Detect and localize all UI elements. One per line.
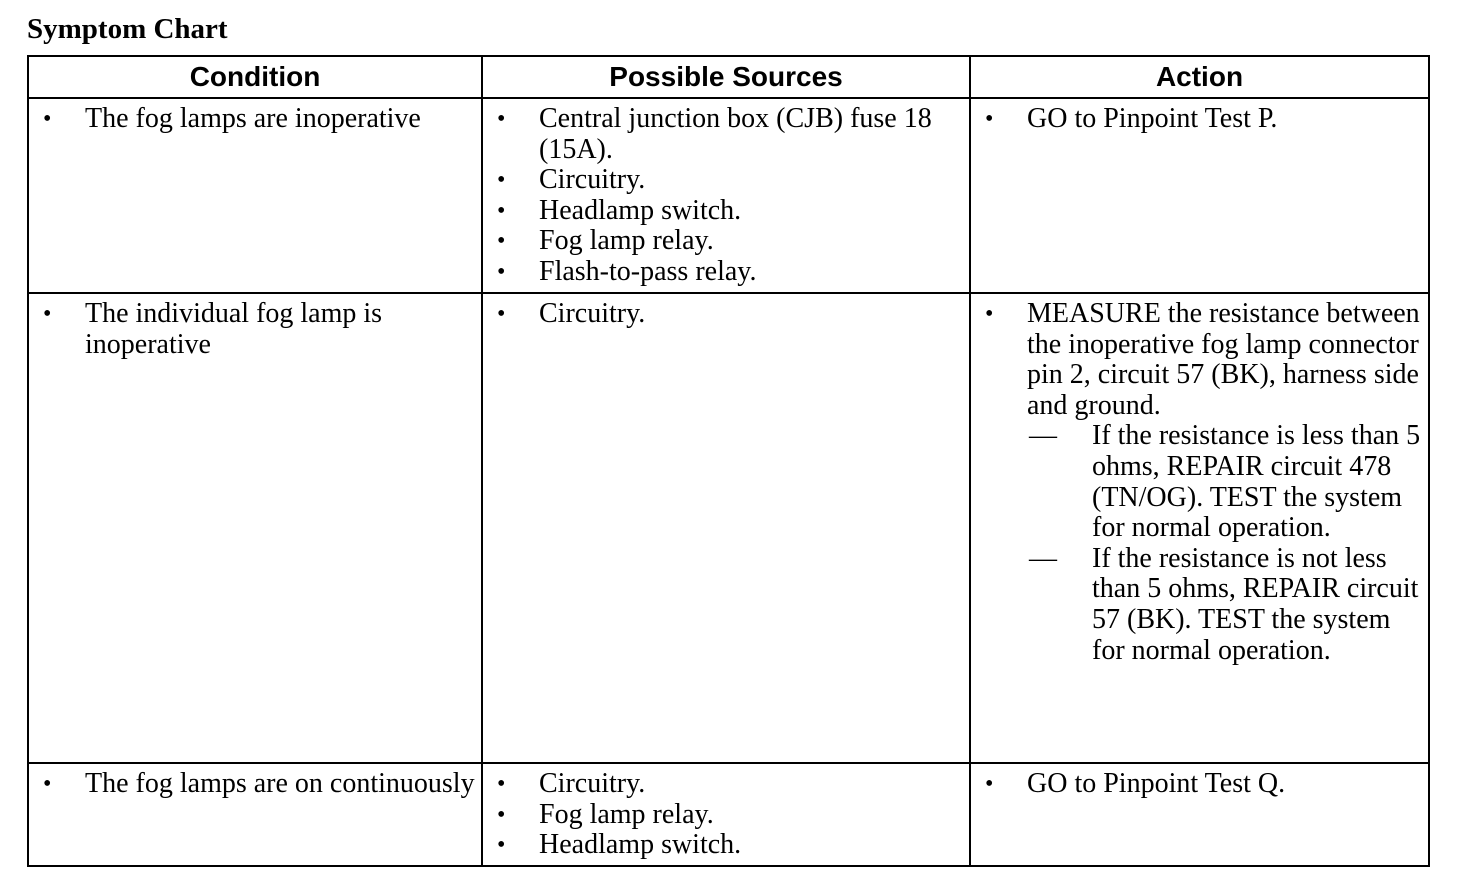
dash-icon: — xyxy=(1029,542,1057,574)
action-cell xyxy=(970,98,1429,293)
symptom-chart-table xyxy=(27,55,1430,867)
condition-cell xyxy=(28,763,482,866)
sub-action-text: If the resistance is less than 5 ohms, REPAIR circuit 478 (TN/OG). TEST the system for normal operation. xyxy=(1092,420,1421,544)
bullet-icon: • xyxy=(43,106,52,132)
bullet-icon: • xyxy=(985,301,994,327)
header-condition: Condition xyxy=(28,56,482,98)
action-text: GO to Pinpoint Test Q. xyxy=(1027,768,1286,799)
bullet-icon: • xyxy=(497,301,506,327)
bullet-icon: • xyxy=(43,771,52,797)
list-item xyxy=(483,226,969,257)
action-cell xyxy=(970,293,1429,763)
source-text: Central junction box (CJB) fuse 18 (15A). xyxy=(539,103,932,165)
source-text: Circuitry. xyxy=(539,164,646,196)
list-item xyxy=(483,104,969,165)
bullet-icon: • xyxy=(43,301,52,327)
dash-icon: — xyxy=(1029,420,1057,452)
sources-cell xyxy=(482,293,970,763)
table-row xyxy=(28,293,1429,763)
header-possible-sources: Possible Sources xyxy=(482,56,970,98)
bullet-icon: • xyxy=(497,771,506,797)
table-header-row xyxy=(28,56,1429,98)
bullet-icon: • xyxy=(497,801,506,828)
condition-text: The individual fog lamp is inoperative xyxy=(85,298,383,360)
table-row xyxy=(28,763,1429,866)
list-item xyxy=(483,165,969,196)
list-item xyxy=(483,196,969,227)
bullet-icon: • xyxy=(985,771,994,797)
list-item xyxy=(483,830,969,861)
condition-cell xyxy=(28,98,482,293)
bullet-icon: • xyxy=(497,106,506,132)
bullet-icon: • xyxy=(497,832,506,859)
sources-cell xyxy=(482,763,970,866)
action-text: MEASURE the resistance between the inoperative fog lamp connector pin 2, circuit 57 (BK), harness side and ground. xyxy=(1027,298,1420,421)
source-text: Fog lamp relay. xyxy=(539,798,714,830)
list-item xyxy=(483,299,969,330)
list-item xyxy=(29,299,481,360)
condition-text: The fog lamps are on continuously xyxy=(85,768,475,799)
list-item xyxy=(971,299,1428,421)
list-item xyxy=(483,769,969,800)
source-text: Headlamp switch. xyxy=(539,194,742,226)
source-text: Circuitry. xyxy=(539,298,646,329)
list-item xyxy=(29,769,481,800)
header-action: Action xyxy=(970,56,1429,98)
bullet-icon: • xyxy=(497,197,506,224)
list-item xyxy=(483,800,969,831)
list-item xyxy=(483,257,969,288)
bullet-icon: • xyxy=(497,228,506,255)
page-title: Symptom Chart xyxy=(27,13,228,45)
bullet-icon: • xyxy=(985,106,994,132)
sub-action-text: If the resistance is not less than 5 ohms, REPAIR circuit 57 (BK). TEST the system for normal operation. xyxy=(1092,542,1419,666)
sub-list-item xyxy=(971,544,1428,666)
list-item xyxy=(971,769,1428,800)
list-item xyxy=(971,104,1428,135)
sources-cell xyxy=(482,98,970,293)
source-text: Circuitry. xyxy=(539,768,646,799)
source-text: Headlamp switch. xyxy=(539,829,742,861)
source-text: Flash-to-pass relay. xyxy=(539,255,757,287)
list-item xyxy=(29,104,481,135)
bullet-icon: • xyxy=(497,258,506,285)
condition-text: The fog lamps are inoperative xyxy=(85,103,421,134)
source-text: Fog lamp relay. xyxy=(539,225,714,257)
sub-list-item xyxy=(971,421,1428,543)
condition-cell xyxy=(28,293,482,763)
action-text: GO to Pinpoint Test P. xyxy=(1027,103,1278,134)
bullet-icon: • xyxy=(497,167,506,194)
table-row xyxy=(28,98,1429,293)
action-cell xyxy=(970,763,1429,866)
